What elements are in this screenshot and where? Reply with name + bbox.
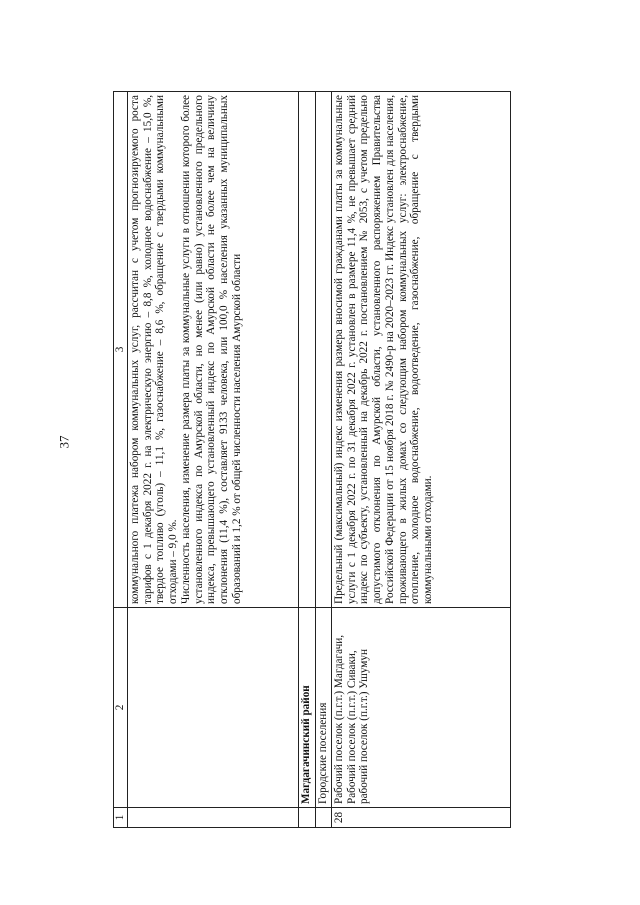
settlement-item: Рабочий поселок (п.г.т.) Сиваки, [345, 650, 358, 804]
header-col-3: 3 [114, 92, 128, 608]
settlements-cell [332, 608, 511, 808]
continuation-settlement-cell [128, 608, 299, 808]
table-row [332, 92, 511, 828]
entry-description: Предельный (максимальный) индекс изменения размера вносимой гражданами платы за коммунальные услуги с 1 декабря 2022 г. по 31 декабря 2022 г. установлен в размере 11,4 %, не превышает средний индекс по субъекту, установленный на декабрь 2022 г. постановлением № 2053, с учетом предельно допустимого отклонения по Амурской области, установленного распоряжением Правительства Российской Федерации от 15 ноября 2018 г. № 2490-р на 2020–2023 гг. Индекс установлен для населения, проживающего в жилых домах со следующим набором коммунальных услуг: электроснабжение, отопление, холодное водоснабжение, водоотведение, газоснабжение, обращение с твердыми коммунальными отходами. [333, 95, 434, 604]
continuation-number-cell [128, 808, 299, 828]
subheading-row [316, 92, 332, 828]
subheading-empty-cell [316, 92, 332, 608]
continuation-paragraph-2: Численность населения, изменение размера платы за коммунальные услуги в отношении которого более установленного индекса по Амурской области, но менее (или равно) установленного предельного индекса, превышающего установленный индекс по Амурской области не более чем на величину отклонения (11,4 %), составляет 9133 человека, или 100,0 % населения указанных муниципальных образований и 1,2 % от общей численности населения Амурской области [179, 95, 243, 604]
settlement-item: рабочий поселок (п.г.т.) Ушумун [358, 649, 371, 804]
settlement-item: Рабочий поселок (п.г.т.) Магдагачи, [333, 634, 345, 804]
continuation-row [128, 92, 299, 828]
subheading-label: Городские поселения [316, 608, 332, 808]
rotated-table-sheet [113, 92, 583, 828]
district-number-cell [299, 808, 316, 828]
table-header-row [114, 92, 128, 828]
header-col-2: 2 [114, 608, 128, 808]
district-row [299, 92, 316, 828]
page-number: 37 [56, 435, 72, 449]
index-table [113, 91, 511, 828]
entry-description-cell [332, 92, 511, 608]
district-empty-cell [299, 92, 316, 608]
continuation-description-cell [128, 92, 299, 608]
district-name: Магдагачинский район [299, 608, 316, 808]
header-col-1: 1 [114, 808, 128, 828]
continuation-paragraph-1: коммунального платежа набором коммунальных услуг, рассчитан с учетом прогнозируемого роста тарифов с 1 декабря 2022 г. на электрическую энергию – 8,8 %, холодное водоснабжение – 15,0 %, твердое топливо (уголь) – 11,1 %, газоснабжение – 8,6 %, обращение с твердыми коммунальными отходами – 9,0 %. [129, 95, 180, 604]
subheading-number-cell [316, 808, 332, 828]
row-number: 28 [332, 808, 511, 828]
